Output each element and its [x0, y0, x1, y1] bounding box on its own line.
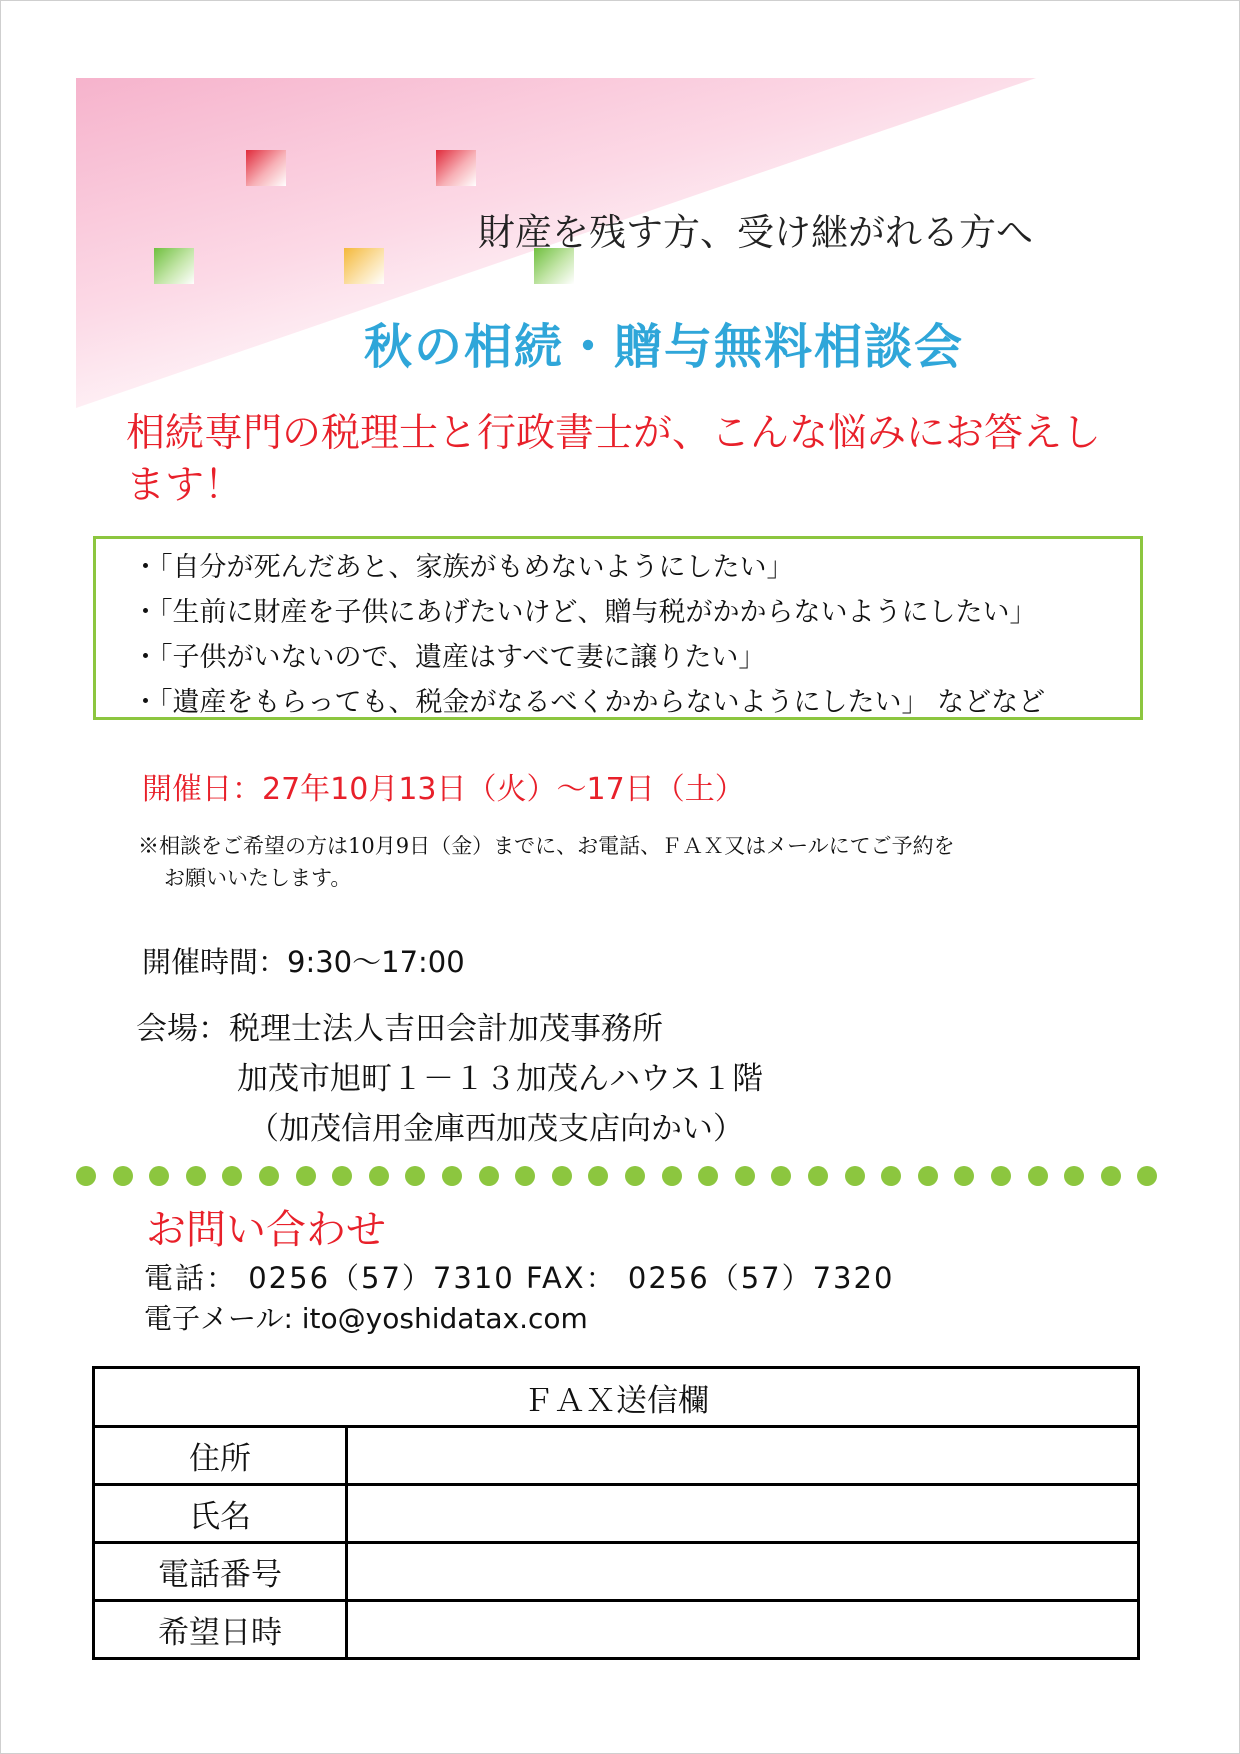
divider-dot — [1101, 1166, 1121, 1186]
reservation-note — [138, 830, 1118, 894]
fax-form-table — [92, 1366, 1140, 1660]
fax-form-field-phone[interactable] — [347, 1543, 1139, 1601]
fax-form-row — [94, 1601, 1139, 1659]
divider-dot — [588, 1166, 608, 1186]
divider-dot — [186, 1166, 206, 1186]
divider-dot — [918, 1166, 938, 1186]
divider-dot — [76, 1166, 96, 1186]
divider-dot — [332, 1166, 352, 1186]
page-title: 秋の相続・贈与無料相談会 — [364, 319, 965, 375]
divider-dot — [991, 1166, 1011, 1186]
lead-text: 相続専門の税理士と行政書士が、こんな悩みにお答えします！ — [126, 411, 1102, 508]
dotted-divider — [76, 1166, 1176, 1186]
divider-dot — [1137, 1166, 1157, 1186]
fax-form-title: ＦＡＸ送信欄 — [94, 1368, 1139, 1427]
concerns-box — [93, 536, 1143, 720]
divider-dot — [479, 1166, 499, 1186]
divider-dot — [625, 1166, 645, 1186]
venue-address: 加茂市旭町１－１３加茂んハウス１階 — [237, 1061, 764, 1097]
event-time: 開催時間：9:30～17:00 — [142, 945, 465, 979]
event-date: 開催日：27年10月13日（火）～17日（土） — [142, 772, 745, 807]
divider-dot — [881, 1166, 901, 1186]
decorative-square-red — [246, 150, 286, 186]
fax-form-field-address[interactable] — [347, 1427, 1139, 1485]
reservation-note-line2: お願いいたします。 — [164, 866, 352, 890]
decorative-square-yellow — [344, 248, 384, 284]
divider-dot — [405, 1166, 425, 1186]
divider-dot — [515, 1166, 535, 1186]
contact-email: 電子メール: ito@yoshidatax.com — [144, 1302, 588, 1335]
contact-phone: 電話： 0256（57）7310 FAX： 0256（57）7320 — [144, 1261, 895, 1295]
reservation-note-line1: ※相談をご希望の方は10月9日（金）までに、お電話、ＦＡＸ又はメールにてご予約を — [138, 834, 955, 858]
divider-dot — [954, 1166, 974, 1186]
divider-dot — [259, 1166, 279, 1186]
fax-form-header-row — [94, 1368, 1139, 1427]
divider-dot — [1028, 1166, 1048, 1186]
divider-dot — [296, 1166, 316, 1186]
concern-item: ・ 「子供がいないので、遺産はすべて妻に譲りたい」 — [132, 635, 1140, 680]
decorative-square-red — [436, 150, 476, 186]
concern-item: ・ 「自分が死んだあと、家族がもめないようにしたい」 — [132, 545, 1140, 590]
divider-dot — [149, 1166, 169, 1186]
venue — [136, 1004, 763, 1154]
venue-landmark: （加茂信用金庫西加茂支店向かい） — [248, 1111, 744, 1147]
subtitle: 財産を残す方、受け継がれる方へ — [478, 211, 1033, 254]
divider-dot — [552, 1166, 572, 1186]
fax-form-label-name: 氏名 — [94, 1485, 347, 1543]
divider-dot — [662, 1166, 682, 1186]
divider-dot — [442, 1166, 462, 1186]
divider-dot — [771, 1166, 791, 1186]
fax-form-row — [94, 1427, 1139, 1485]
concern-item: ・ 「生前に財産を子供にあげたいけど、贈与税がかからないようにしたい」 — [132, 590, 1140, 635]
divider-dot — [1064, 1166, 1084, 1186]
fax-form-field-name[interactable] — [347, 1485, 1139, 1543]
divider-dot — [369, 1166, 389, 1186]
divider-dot — [698, 1166, 718, 1186]
concern-item: ・ 「遺産をもらっても、税金がなるべくかからないようにしたい」 などなど — [132, 680, 1140, 725]
concerns-list — [96, 539, 1140, 725]
divider-dot — [222, 1166, 242, 1186]
divider-dot — [735, 1166, 755, 1186]
venue-name: 会場：税理士法人吉田会計加茂事務所 — [136, 1011, 663, 1047]
fax-form-row — [94, 1485, 1139, 1543]
fax-form-label-address: 住所 — [94, 1427, 347, 1485]
fax-form-label-phone: 電話番号 — [94, 1543, 347, 1601]
decorative-square-green — [154, 248, 194, 284]
divider-dot — [113, 1166, 133, 1186]
fax-form-row — [94, 1543, 1139, 1601]
fax-form-label-datetime: 希望日時 — [94, 1601, 347, 1659]
contact-title: お問い合わせ — [146, 1207, 386, 1253]
divider-dot — [845, 1166, 865, 1186]
divider-dot — [808, 1166, 828, 1186]
fax-form-field-datetime[interactable] — [347, 1601, 1139, 1659]
